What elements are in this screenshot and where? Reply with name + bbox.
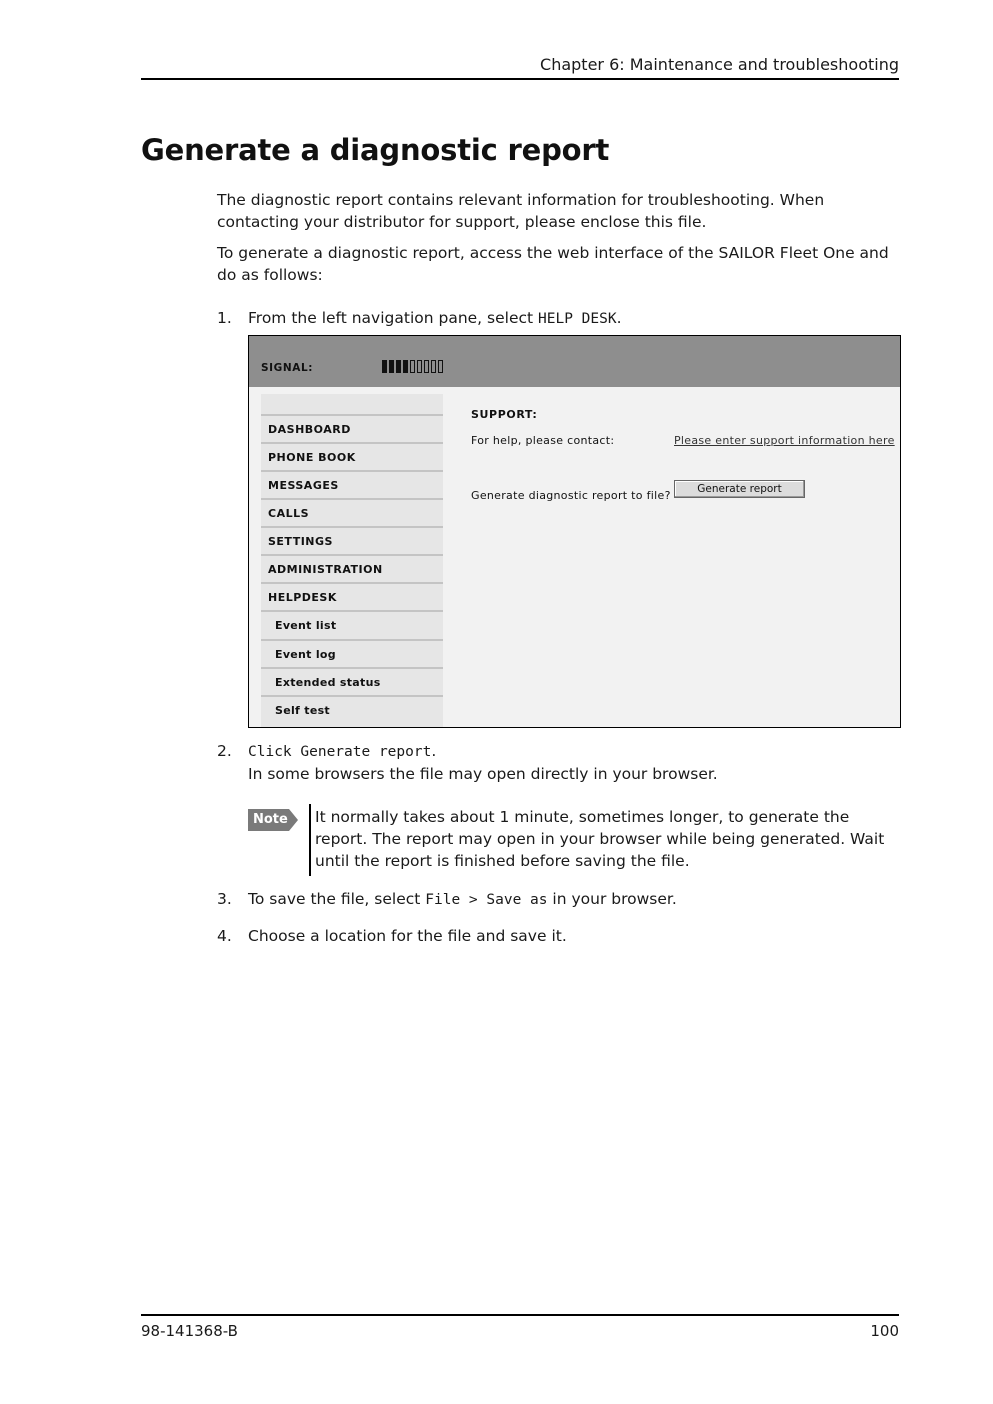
note-label: Note	[253, 812, 288, 827]
signal-bar-segment	[396, 360, 401, 373]
nav-settings[interactable]: SETTINGS	[261, 526, 443, 552]
signal-bar-segment	[403, 360, 408, 373]
nav-calls[interactable]: CALLS	[261, 498, 443, 524]
step-command: File > Save as	[425, 892, 548, 908]
signal-bar-segment	[424, 360, 429, 373]
step-command: HELP DESK	[538, 311, 617, 327]
nav-administration[interactable]: ADMINISTRATION	[261, 554, 443, 580]
nav-dashboard[interactable]: DASHBOARD	[261, 414, 443, 440]
signal-label: SIGNAL:	[261, 362, 314, 374]
intro-paragraph: The diagnostic report contains relevant information for troubleshooting. When contacting your distributor for support, please enclose this file.	[217, 191, 825, 231]
signal-bar-segment	[417, 360, 422, 373]
step-text-end: .	[616, 309, 622, 327]
support-info-link[interactable]: Please enter support information here	[674, 434, 895, 447]
web-interface-screenshot	[248, 335, 901, 728]
nav-phone-book[interactable]: PHONE BOOK	[261, 442, 443, 468]
page-title: Generate a diagnostic report	[141, 133, 610, 167]
nav-extended-status[interactable]: Extended status	[261, 667, 443, 693]
signal-bar-segment	[431, 360, 436, 373]
step-text-end: .	[431, 742, 437, 760]
chapter-header: Chapter 6: Maintenance and troubleshooting	[540, 55, 899, 74]
step-text: Choose a location for the file and save it.	[248, 927, 567, 945]
help-contact-label: For help, please contact:	[471, 434, 615, 447]
support-heading: SUPPORT:	[471, 408, 538, 421]
nav-messages[interactable]: MESSAGES	[261, 470, 443, 496]
nav-helpdesk[interactable]: HELPDESK	[261, 582, 443, 608]
left-navigation-pane	[261, 394, 443, 727]
step-detail: In some browsers the file may open directly in your browser.	[248, 765, 718, 783]
document-number: 98-141368-B	[141, 1322, 238, 1340]
step-number: 2.	[217, 742, 232, 760]
header-rule	[141, 78, 899, 80]
note-rule	[309, 804, 311, 876]
generate-report-button[interactable]: Generate report	[674, 480, 805, 498]
nav-event-log[interactable]: Event log	[261, 639, 443, 665]
step-number: 4.	[217, 927, 232, 945]
step-number: 1.	[217, 309, 232, 327]
nav-event-list[interactable]: Event list	[261, 610, 443, 636]
instructions-paragraph: To generate a diagnostic report, access the web interface of the SAILOR Fleet One and do as follows:	[217, 244, 889, 284]
step-text: From the left navigation pane, select	[248, 309, 539, 327]
step-text: To save the file, select	[248, 890, 426, 908]
page-number: 100	[870, 1322, 899, 1340]
signal-bar-segment	[410, 360, 415, 373]
generate-report-label: Generate diagnostic report to file?	[471, 489, 671, 502]
note-text: It normally takes about 1 minute, sometimes longer, to generate the report. The report may open in your browser while being generated. Wait until the report is finished before saving the file.	[315, 808, 885, 870]
note-badge	[248, 809, 298, 831]
nav-self-test[interactable]: Self test	[261, 695, 443, 721]
signal-strength-meter	[382, 360, 445, 375]
signal-bar-segment	[438, 360, 443, 373]
signal-bar-segment	[382, 360, 387, 373]
step-number: 3.	[217, 890, 232, 908]
signal-bar-segment	[389, 360, 394, 373]
footer-rule	[141, 1314, 899, 1316]
signal-bar	[249, 336, 900, 387]
step-command: Click Generate report	[248, 744, 432, 760]
step-text-end: in your browser.	[547, 890, 677, 908]
